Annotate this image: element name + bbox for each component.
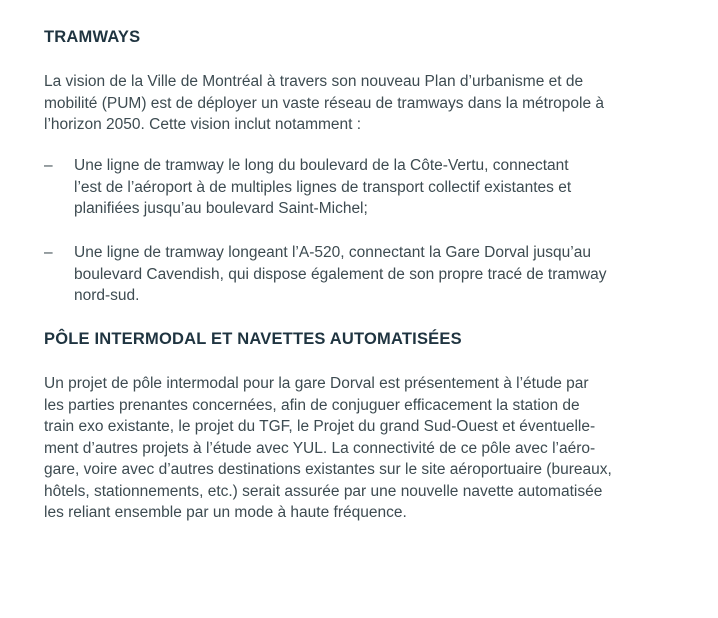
paragraph-line: les reliant ensemble par un mode à haute fréquence. — [44, 504, 407, 521]
tramways-intro-paragraph — [44, 71, 674, 136]
paragraph-line: hôtels, stationnements, etc.) serait assurée par une nouvelle navette automatisée — [44, 482, 603, 500]
paragraph-line: l’horizon 2050. Cette vision inclut notamment : — [44, 116, 362, 133]
bullet-line: Une ligne de tramway le long du boulevard de la Côte-Vertu, connectant — [74, 157, 569, 174]
bullet-line: l’est de l’aéroport à de multiples lignes de transport collectif existantes et — [74, 178, 572, 196]
section-heading-pole-intermodal: PÔLE INTERMODAL ET NAVETTES AUTOMATISÉES — [44, 330, 462, 348]
bullet-text — [74, 155, 674, 220]
bullet-line: planifiées jusqu’au boulevard Saint-Michel; — [74, 200, 368, 217]
paragraph-line: train exo existante, le projet du TGF, le Projet du grand Sud-Ouest et éventuelle- — [44, 418, 596, 435]
bullet-text — [74, 242, 674, 307]
bullet-dash: – — [44, 157, 53, 174]
paragraph-line: La vision de la Ville de Montréal à travers son nouveau Plan d’urbanisme et de — [44, 73, 584, 90]
paragraph-line: mobilité (PUM) est de déployer un vaste réseau de tramways dans la métropole à — [44, 94, 604, 112]
bullet-line: nord-sud. — [74, 287, 140, 304]
paragraph-line: Un projet de pôle intermodal pour la gare Dorval est présentement à l’étude par — [44, 375, 589, 392]
bullet-line: boulevard Cavendish, qui dispose également de son propre tracé de tramway — [74, 265, 607, 283]
paragraph-line: les parties prenantes concernées, afin de conjuguer efficacement la station de — [44, 396, 580, 414]
bullet-line: Une ligne de tramway longeant l’A-520, connectant la Gare Dorval jusqu’au — [74, 244, 591, 261]
paragraph-line: gare, voire avec d’autres destinations existantes sur le site aéroportuaire (bureaux, — [44, 461, 612, 478]
pole-body-paragraph — [44, 373, 674, 524]
bullet-dash: – — [44, 244, 53, 261]
section-heading-tramways: TRAMWAYS — [44, 28, 141, 46]
paragraph-line: ment d’autres projets à l’étude avec YUL. La connectivité de ce pôle avec l’aéro- — [44, 439, 596, 457]
